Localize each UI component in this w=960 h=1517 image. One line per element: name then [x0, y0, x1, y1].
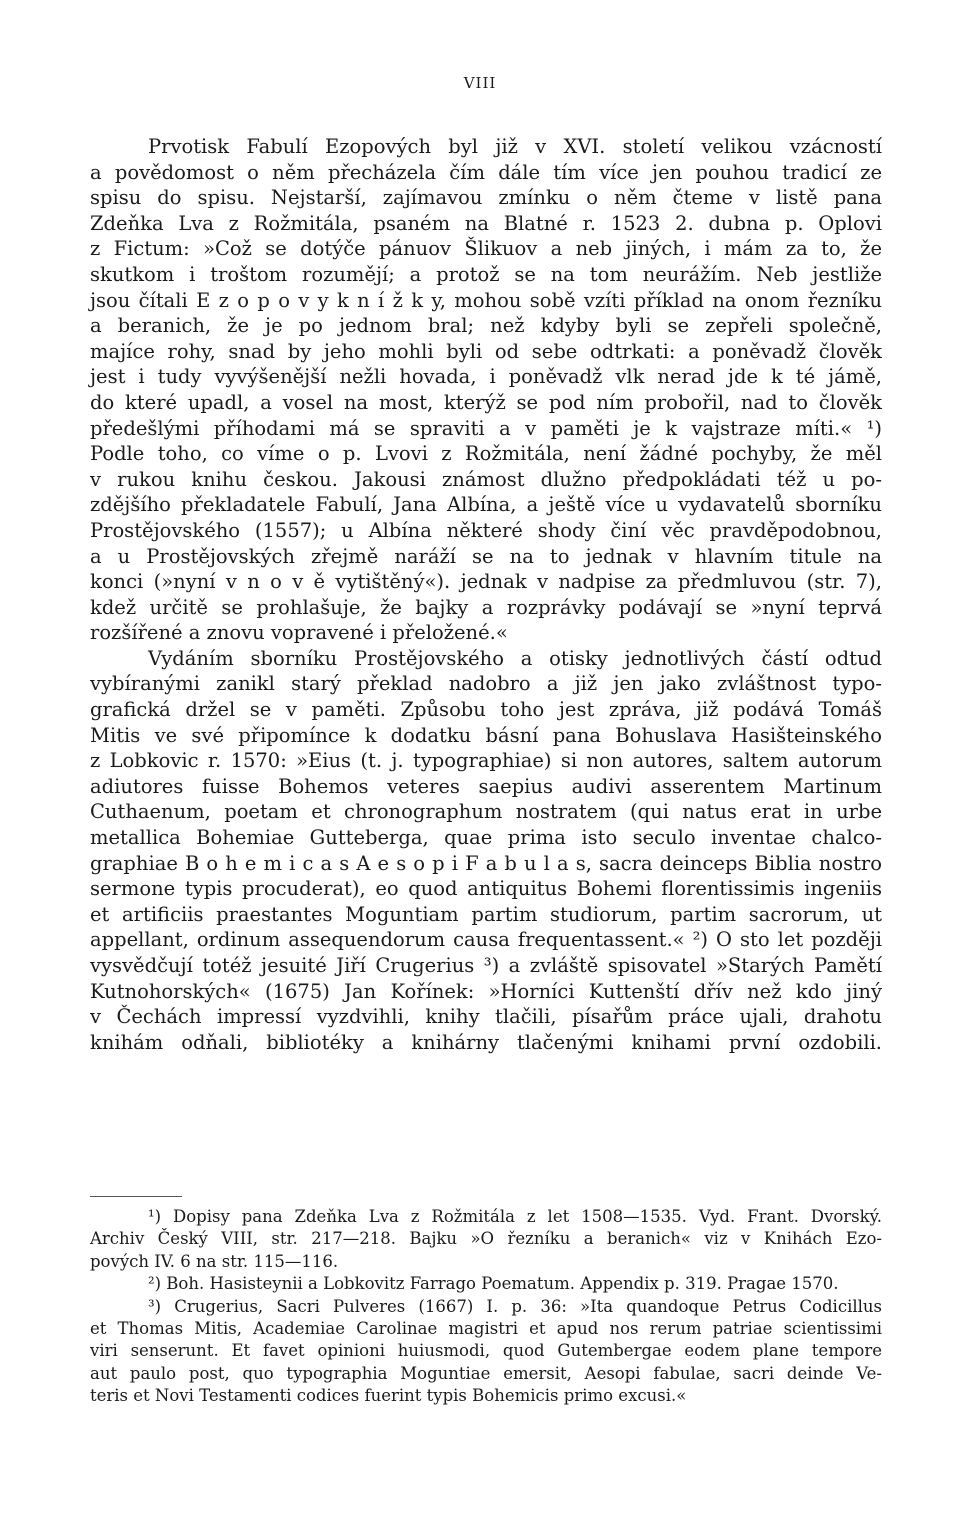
footnotes — [90, 1206, 882, 1408]
footnote-line: teris et Novi Testamenti codices fuerint typis Bohemicis primo excusi.« — [90, 1386, 687, 1406]
body-line: metallica Bohemiae Gutteberga, quae prima isto seculo inventae chalco- — [90, 826, 882, 850]
body-line: do které upadl, a vosel na most, kterýž se pod ním probořil, nad to člověk — [90, 390, 882, 414]
body-line: Mitis ve své připomínce k dodatku básní pana Bohuslava Hasišteinského — [90, 723, 882, 747]
body-line: Prostějovského (1557); u Albína některé shody činí věc pravděpodobnou, — [90, 518, 882, 542]
body-line: a u Prostějovských zřejmě naráží se na to jednak v hlavním titule na — [90, 544, 882, 568]
body-line: spisu do spisu. Nejstarší, zajímavou zmínku o něm čteme v listě pana — [90, 186, 882, 210]
footnote-line: Archiv Český VIII, str. 217—218. Bajku »O řezníku a beranich« viz v Knihách Ezo- — [90, 1229, 882, 1249]
body-line: Prvotisk Fabulí Ezopových byl již v XVI. století velikou vzácností — [148, 135, 882, 158]
body-line: předešlými příhodami má se spraviti a v paměti je k vajstraze míti.« ¹) — [90, 416, 882, 440]
body-line: Podle toho, co víme o p. Lvovi z Rožmitála, není žádné pochyby, že měl — [90, 442, 882, 466]
page-number: VIII — [463, 74, 497, 92]
body-line: grafická držel se v paměti. Způsobu toho jest zpráva, již podává Tomáš — [90, 698, 882, 722]
body-line: Vydáním sborníku Prostějovského a otisky jednotlivých částí odtud — [148, 646, 882, 670]
body-line: vysvědčují totéž jesuité Jiří Crugerius ³) a zvláště spisovatel »Starých Pamětí — [90, 954, 882, 977]
footnote-line: et Thomas Mitis, Academiae Carolinae magistri et apud nos rerum patriae scientissimi — [90, 1318, 882, 1338]
footnote-line: aut paulo post, quo typographia Moguntiae emersit, Aesopi fabulae, sacri deinde Ve- — [90, 1363, 882, 1383]
body-line: vybíranými zanikl starý překlad nadobro a již jen jako zvláštnost typo- — [90, 672, 882, 696]
footnote-divider — [90, 1196, 182, 1197]
body-line: et artificiis praestantes Moguntiam partim studiorum, partim sacrorum, ut — [90, 902, 882, 926]
body-line: adiutores fuisse Bohemos veteres saepius audivi asserentem Martinum — [90, 774, 882, 798]
body-line: rozšířené a znovu vopravené i přeložené.« — [90, 621, 508, 645]
body-line: sermone typis procuderat), eo quod antiquitus Bohemi florentissimis ingeniis — [90, 877, 882, 901]
footnote-line: viri senserunt. Et favet opinioni huiusmodi, quod Gutembergae eodem plane tempore — [90, 1341, 882, 1361]
body-line: a povědomost o něm přecházela čím dále tím více jen pouhou tradicí ze — [90, 160, 882, 184]
body-line: knihám odňali, bibliotéky a knihárny tlačenými knihami první ozdobili. — [90, 1030, 882, 1054]
footnote-line: ¹) Dopisy pana Zdeňka Lva z Rožmitála z let 1508—1535. Vyd. Frant. Dvorský. — [148, 1207, 882, 1226]
body-line: Kutnohorských« (1675) Jan Kořínek: »Horníci Kuttenští dřív než kdo jiný — [90, 979, 882, 1003]
body-line: konci (»nyní v n o v ě vytištěný«). jednak v nadpise za předmluvou (str. 7), — [90, 570, 882, 594]
body-line: skutkom i troštom rozumějí; a protož se na tom neurážím. Neb jestliže — [90, 262, 882, 286]
body-line: a beranich, že je po jednom bral; než kdyby byli se zepřeli společně, — [90, 314, 882, 338]
body-line: v Čechách impressí vyzdvihli, knihy tlačili, písařům práce ujali, drahotu — [90, 1005, 882, 1029]
footnote-line: ²) Boh. Hasisteynii a Lobkovitz Farrago Poematum. Appendix p. 319. Pragae 1570. — [148, 1274, 839, 1294]
body-line: z Lobkovic r. 1570: »Eius (t. j. typographiae) si non autores, saltem autorum — [90, 749, 882, 773]
body-line: z Fictum: »Což se dotýče pánuov Šlikuov a neb jiných, i mám za to, že — [90, 237, 882, 261]
body-line: Cuthaenum, poetam et chronographum nostratem (qui natus erat in urbe — [90, 800, 882, 824]
body-line: appellant, ordinum assequendorum causa frequentassent.« ²) O sto let později — [90, 928, 882, 952]
body-line: v rukou knihu českou. Jakousi známost dlužno předpokládati též u po- — [90, 467, 882, 491]
body-line: jest i tudy vyvýšenější nežli hovada, i poněvadž vlk nerad jde k té jámě, — [90, 365, 882, 389]
body-line: majíce rohy, snad by jeho mohli byli od sebe odtrkati: a poněvadž člověk — [90, 339, 882, 363]
body-line: Zdeňka Lva z Rožmitála, psaném na Blatné r. 1523 2. dubna p. Oplovi — [90, 211, 882, 235]
body-text — [90, 134, 882, 1055]
body-line: graphiae B o h e m i c a s A e s o p i F a b u l a s, sacra deinceps Biblia nostro — [90, 851, 882, 875]
body-line: jsou čítali E z o p o v y k n í ž k y, mohou sobě vzíti příklad na onom řezníku — [90, 288, 882, 312]
body-line: kdež určitě se prohlašuje, že bajky a rozprávky podávají se »nyní teprvá — [90, 595, 882, 619]
footnote-line: pových IV. 6 na str. 115—116. — [90, 1251, 339, 1271]
body-line: zdějšího překladatele Fabulí, Jana Albína, a ještě více u vydavatelů sborníku — [90, 493, 882, 517]
footnote-line: ³) Crugerius, Sacri Pulveres (1667) I. p. 36: »Ita quandoque Petrus Codicillus — [148, 1296, 882, 1316]
